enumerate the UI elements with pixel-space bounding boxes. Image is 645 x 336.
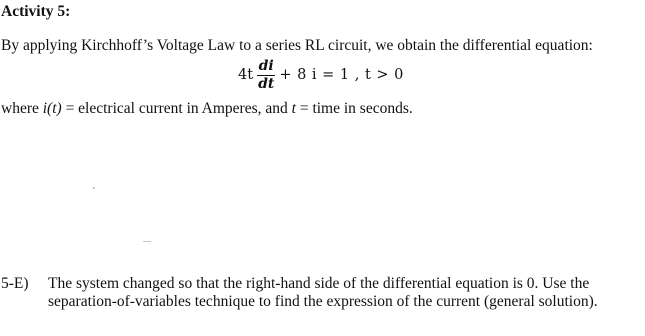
activity-heading: Activity 5:	[1, 3, 71, 20]
time-definition: = time in seconds.	[299, 100, 413, 117]
question-line-1: The system changed so that the right-hand side of the differential equation is 0. Use the	[48, 275, 590, 292]
equation-remainder: + 8 i = 1 , t > 0	[279, 67, 404, 83]
fraction-numerator: di	[258, 57, 274, 74]
intro-text: By applying Kirchhoff’s Voltage Law to a series RL circuit, we obtain the differential equation:	[1, 37, 593, 54]
derivative-fraction	[257, 59, 275, 92]
differential-equation	[238, 55, 404, 95]
current-definition: = electrical current in Amperes, and	[65, 100, 288, 117]
question-text	[48, 275, 598, 311]
scan-speck	[143, 241, 151, 242]
current-symbol: i(t)	[42, 100, 62, 117]
time-symbol: t	[291, 100, 296, 117]
question-number: 5-E)	[1, 275, 29, 292]
where-word: where	[1, 100, 39, 117]
scan-speck	[93, 187, 95, 189]
variable-definitions	[1, 100, 413, 118]
question-line-2: separation-of-variables technique to find the expression of the current (general solution).	[48, 293, 598, 310]
equation-coefficient: 4t	[238, 67, 254, 83]
fraction-denominator: dt	[258, 75, 275, 92]
